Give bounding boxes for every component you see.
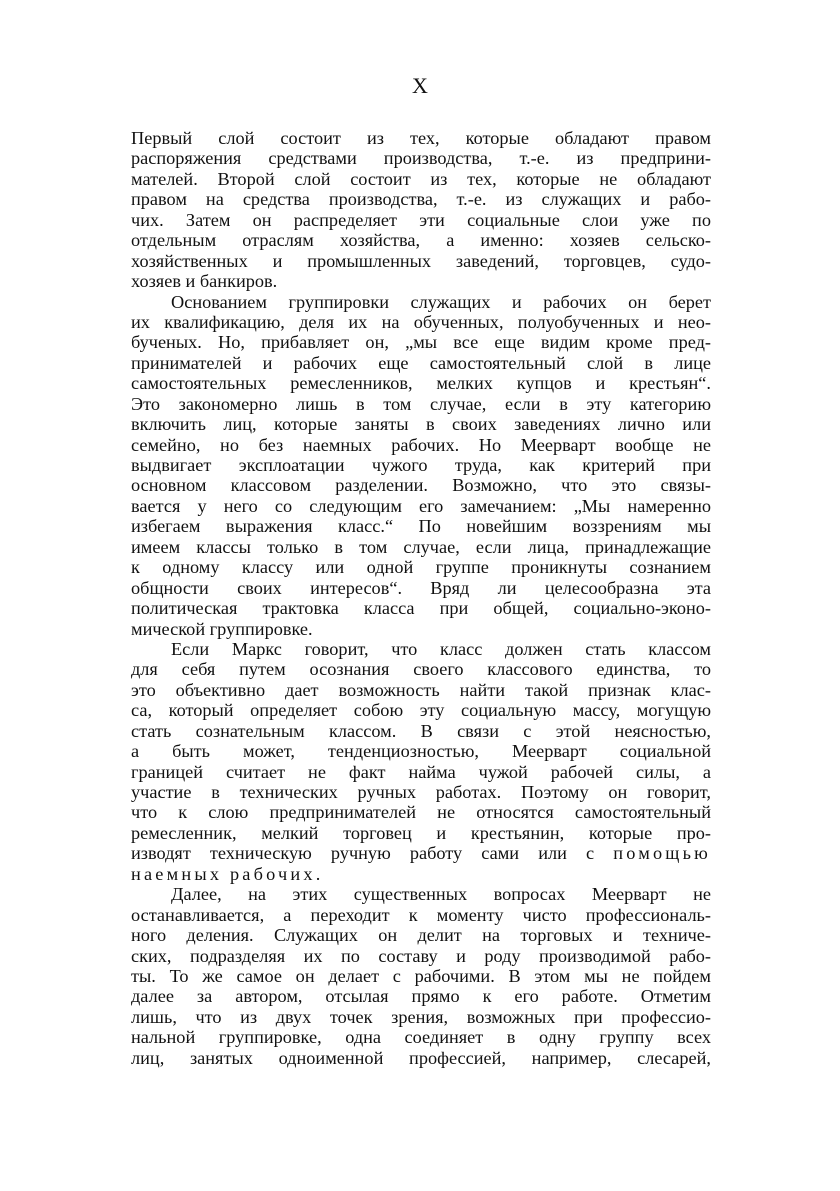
text-line: хозяев и банкиров.	[131, 271, 278, 292]
text-line: их квалификацию, деля их на обученных, полуобученных и нео-	[131, 311, 711, 332]
text-line: лиц, занятых одноименной профессией, например, слесарей,	[131, 1047, 711, 1068]
text-line: для себя путем осознания своего классового единства, то	[131, 659, 711, 680]
text-line: Основанием группировки служащих и рабочих он берет	[171, 291, 711, 312]
text-line: к одному классу или одной группе проникнуты сознанием	[131, 557, 711, 578]
body-text	[131, 128, 711, 1068]
text-line: включить лиц, которые заняты в своих заведениях лично или	[131, 414, 711, 435]
text-line: са, который определяет собою эту социальную массу, могущую	[131, 700, 711, 721]
text-line: бученых. Но, прибавляет он, „мы все еще видим кроме пред-	[131, 332, 711, 353]
text-line: основном классовом разделении. Возможно, что это связы-	[131, 475, 711, 496]
text-line: чих. Затем он распределяет эти социальные слои уже по	[131, 209, 711, 230]
text-line: общности своих интересов“. Вряд ли целесообразна эта	[131, 577, 711, 598]
text-line: участие в технических ручных работах. Поэтому он говорит,	[131, 782, 711, 802]
text-line: Если Маркс говорит, что класс должен стать классом	[171, 638, 711, 659]
text-line: Далее, на этих существенных вопросах Меерварт не	[171, 884, 711, 905]
text-line: избегаем выражения класс.“ По новейшим воззрениям мы	[131, 516, 711, 537]
text-line: стать сознательным классом. В связи с этой неясностью,	[131, 720, 711, 741]
spaced-text: помощью	[613, 843, 711, 864]
page-number: X	[412, 73, 428, 98]
text-line: нальной группировке, одна соединяет в одну группу всех	[131, 1027, 711, 1048]
text-line: далее за автором, отсылая прямо к его работе. Отметим	[131, 986, 711, 1007]
text-line: Это закономерно лишь в том случае, если в эту категорию	[131, 393, 711, 414]
text-line: Первый слой состоит из тех, которые обладают правом	[131, 128, 711, 148]
text-line: распоряжения средствами производства, т.-е. из предприни-	[131, 148, 711, 169]
text-line: наемных рабочих.	[131, 863, 324, 884]
text-line: границей считает не факт найма чужой рабочей силы, а	[131, 761, 711, 782]
text-line: принимателей и рабочих еще самостоятельный слой в лице	[131, 352, 711, 373]
text-line: мателей. Второй слой состоит из тех, которые не обладают	[131, 168, 711, 189]
text-line: это объективно дает возможность найти такой признак клас-	[131, 679, 711, 700]
text-line	[131, 843, 711, 863]
text-line: ских, подразделяя их по составу и роду производимой рабо-	[131, 945, 711, 966]
text-line: мической группировке.	[131, 618, 313, 639]
text-line: правом на средства производства, т.-е. из служащих и рабо-	[131, 189, 711, 210]
text-line: ного деления. Служащих он делит на торговых и техниче-	[131, 925, 711, 946]
text-line: что к слою предпринимателей не относятся самостоятельный	[131, 802, 711, 823]
text-line: ремесленник, мелкий торговец и крестьянин, которые про-	[131, 822, 711, 843]
text-line: вается у него со следующим его замечанием: „Мы намеренно	[131, 495, 711, 516]
text-line: а быть может, тенденциозностью, Меерварт социальной	[131, 741, 711, 762]
text-line: хозяйственных и промышленных заведений, торговцев, судо-	[131, 250, 711, 271]
text-fragment: изводят техническую ручную работу сами или с	[131, 843, 595, 864]
text-line: ты. То же самое он делает с рабочими. В этом мы не пойдем	[131, 965, 711, 986]
text-line: отдельным отраслям хозяйства, а именно: хозяев сельско-	[131, 230, 711, 251]
text-line: политическая трактовка класса при общей, социально-эконо-	[131, 598, 711, 619]
text-line: семейно, но без наемных рабочих. Но Меерварт вообще не	[131, 434, 711, 455]
text-line: имеем классы только в том случае, если лица, принадлежащие	[131, 536, 711, 557]
text-line: самостоятельных ремесленников, мелких купцов и крестьян“.	[131, 373, 711, 394]
text-line: выдвигает эксплоатации чужого труда, как критерий при	[131, 455, 711, 475]
text-line: лишь, что из двух точек зрения, возможных при профессио-	[131, 1006, 711, 1027]
text-line: останавливается, а переходит к моменту чисто профессиональ-	[131, 904, 711, 925]
